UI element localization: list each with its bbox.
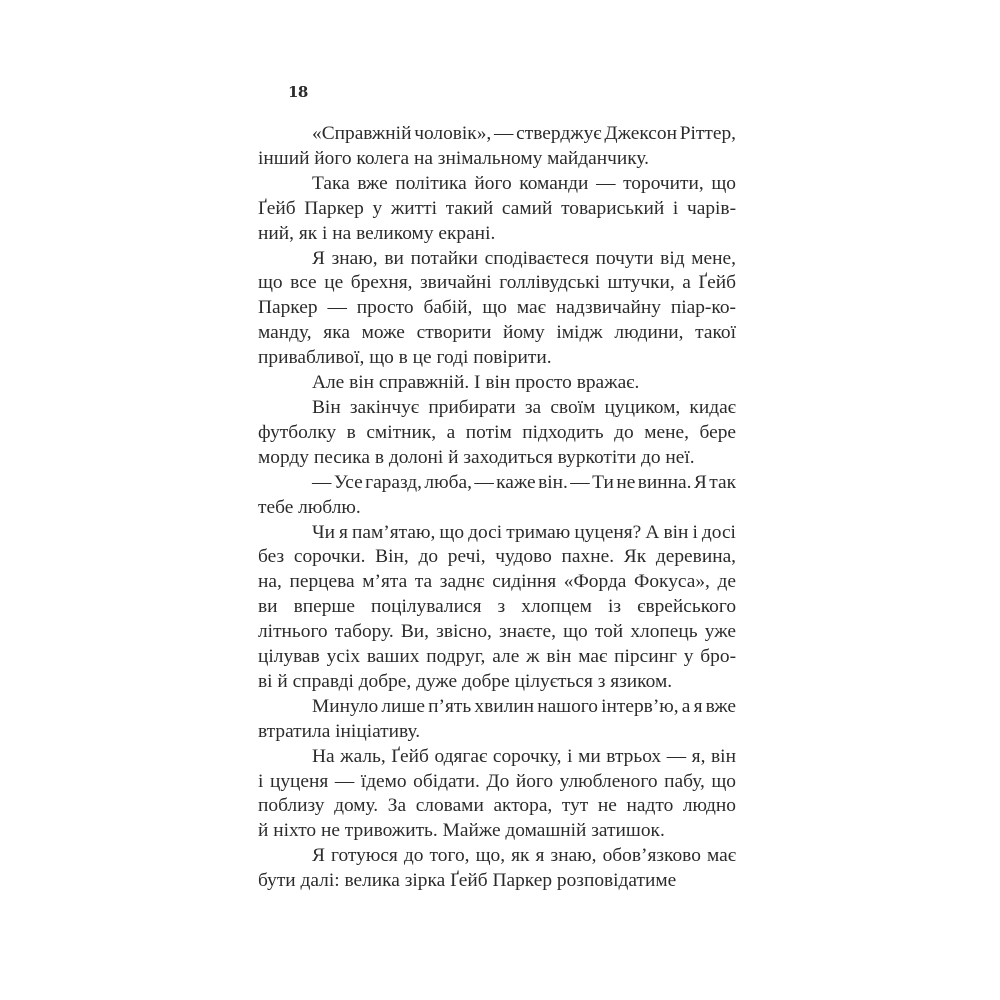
text-line: тебе люблю.	[258, 496, 361, 518]
text-line: й ніхто не тривожить. Майже домашній затишок.	[258, 820, 665, 842]
text-line: Чи я пам’ятаю, що досі тримаю цуценя? А він і досі	[312, 521, 736, 543]
text-line: літнього табору. Ви, звісно, знаєте, що той хлопець уже	[258, 621, 736, 643]
text-line: «Справжній чоловік», — стверджує Джексон Ріттер,	[312, 123, 737, 144]
text-line: привабливої, що в це годі повірити.	[258, 347, 552, 369]
text-line: і цуценя — їдемо обідати. До його улюбленого пабу, що	[258, 770, 736, 792]
paragraph	[258, 695, 736, 745]
text-line: без сорочки. Він, до речі, чудово пахне. Як деревина,	[258, 546, 737, 568]
text-line: футболку в смітник, а потім підходить до мене, бере	[258, 421, 736, 443]
text-line: Але він справжній. І він просто вражає.	[312, 372, 640, 394]
text-line: втратила ініціативу.	[258, 720, 421, 742]
text-line: манду, яка може створити йому імідж людини, такої	[258, 322, 736, 344]
paragraph	[258, 172, 736, 247]
text-line: інший його колега на знімальному майданчику.	[258, 147, 650, 169]
text-line: морду песика в долоні й заходиться вуркотіти до неї.	[258, 446, 695, 468]
text-line: На жаль, Ґейб одягає сорочку, і ми втрьох — я, він	[312, 745, 736, 767]
text-line: ві й справді добре, дуже добре цілується з язиком.	[258, 670, 673, 692]
page-number: 18	[288, 83, 308, 101]
paragraph	[258, 122, 736, 172]
text-line: Така вже політика його команди — торочити, що	[312, 172, 736, 194]
paragraph	[258, 371, 736, 396]
paragraph	[258, 247, 736, 372]
text-line: Паркер — просто бабій, що має надзвичайну піар-ко-	[258, 297, 736, 319]
text-line: Ґейб Паркер у житті такий самий товариський і чарів-	[258, 197, 737, 219]
paragraph	[258, 471, 736, 521]
text-line: на, перцева м’ята та заднє сидіння «Форда Фокуса», де	[258, 571, 736, 593]
paragraph	[258, 745, 736, 845]
paragraph	[258, 521, 736, 695]
paragraph	[258, 844, 736, 894]
text-line: Минуло лише п’ять хвилин нашого інтерв’ю, а я вже	[312, 695, 737, 717]
text-line: що все це брехня, звичайні голлівудські штучки, а Ґейб	[258, 272, 737, 294]
text-line: Я знаю, ви потайки сподіваєтеся почути від мене,	[312, 247, 736, 269]
text-line: Він закінчує прибирати за своїм цуциком, кидає	[312, 396, 736, 418]
text-line: цілував усіх ваших подруг, але ж він має пірсинг у бро-	[258, 646, 737, 668]
body-text	[258, 122, 736, 894]
text-line: — Усе гаразд, люба, — каже він. — Ти не винна. Я так	[312, 471, 737, 493]
text-line: бути далі: велика зірка Ґейб Паркер розповідатиме	[258, 870, 677, 892]
text-line: ви вперше поцілувалися з хлопцем із єврейського	[258, 596, 737, 618]
text-line: поблизу дому. За словами актора, тут не надто людно	[258, 795, 736, 817]
text-line: Я готуюся до того, що, як я знаю, обов’язково має	[312, 845, 737, 867]
paragraph	[258, 396, 736, 471]
text-line: ний, як і на великому екрані.	[258, 222, 496, 244]
